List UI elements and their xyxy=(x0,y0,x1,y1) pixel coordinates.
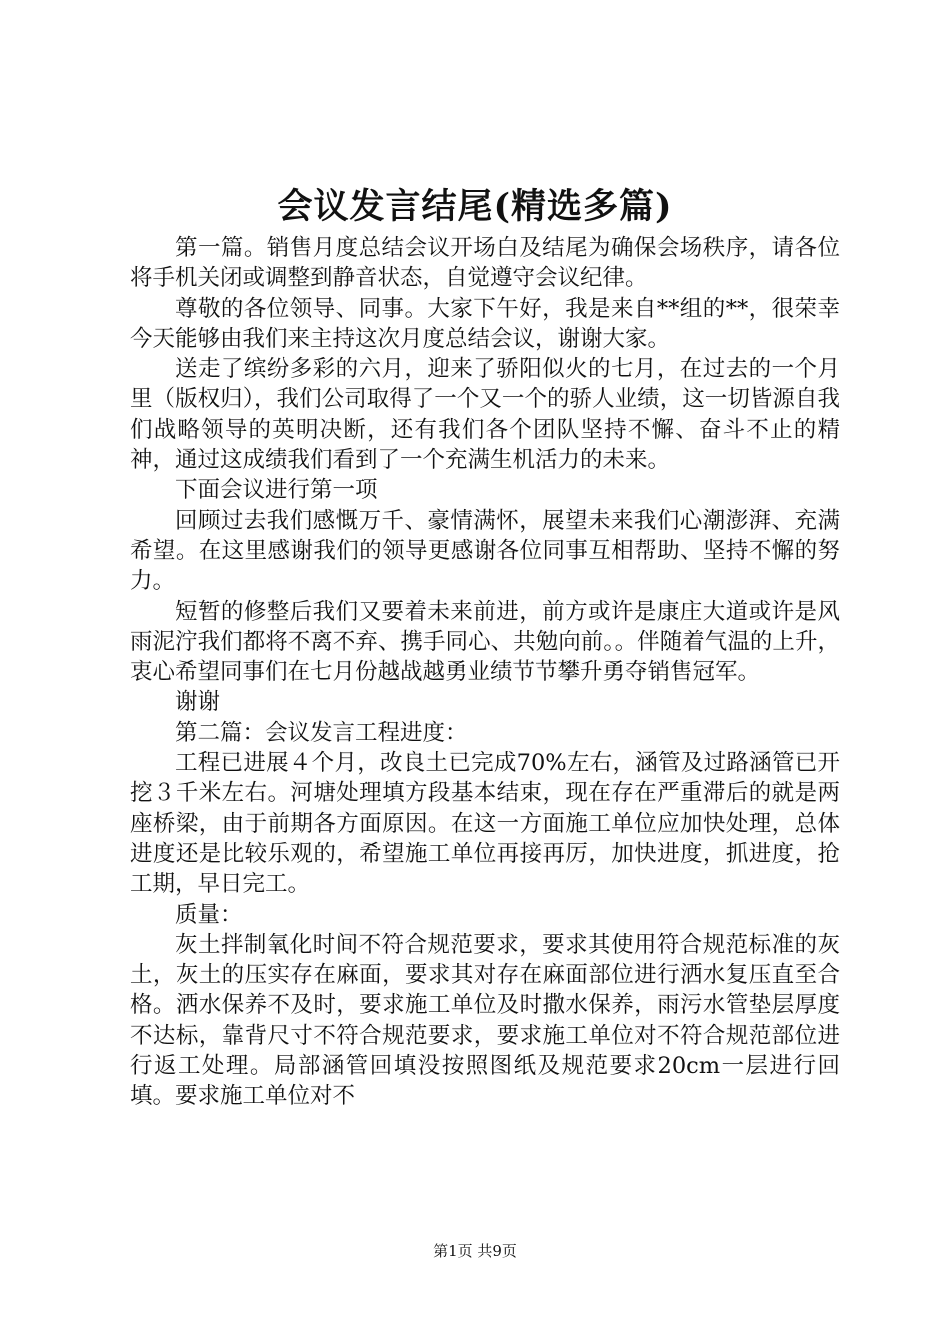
paragraph-6: 短暂的修整后我们又要着未来前进，前方或许是康庄大道或许是风雨泥泞我们都将不离不弃、携手同心、共勉向前。。伴随着气温的上升，衷心希望同事们在七月份越战越勇业绩节节攀升勇夺销售冠军。 xyxy=(130,598,840,686)
page-footer: 第1页 共9页 xyxy=(433,1242,517,1260)
paragraph-7: 谢谢 xyxy=(175,689,221,716)
paragraph-3: 送走了缤纷多彩的六月，迎来了骄阳似火的七月，在过去的一个月里（版权归），我们公司取得了一个又一个的骄人业绩，这一切皆源自我们战略领导的英明决断，还有我们各个团队坚持不懈、奋斗不止的精神，通过这成绩我们看到了一个充满生机活力的未来。 xyxy=(130,356,840,474)
paragraph-1: 第一篇。销售月度总结会议开场白及结尾为确保会场秩序，请各位将手机关闭或调整到静音状态，自觉遵守会议纪律。 xyxy=(130,235,840,292)
paragraph-8: 第二篇：会议发言工程进度： xyxy=(175,719,468,746)
paragraph-11: 灰土拌制氧化时间不符合规范要求，要求其使用符合规范标准的灰土，灰土的压实存在麻面，要求其对存在麻面部位进行洒水复压直至合格。洒水保养不及时，要求施工单位及时撒水保养，雨污水管垫层厚度不达标，靠背尺寸不符合规范要求，要求施工单位对不符合规范部位进行返工处理。局部涵管回填没按照图纸及规范要求20cm一层进行回填。要求施工单位对不 xyxy=(130,931,840,1110)
paragraph-4: 下面会议进行第一项 xyxy=(175,477,378,504)
paragraph-10: 质量： xyxy=(175,901,243,928)
document-title: 会议发言结尾(精选多篇) xyxy=(277,186,673,227)
document-body xyxy=(130,233,840,1112)
paragraph-5: 回顾过去我们感慨万千、豪情满怀，展望未来我们心潮澎湃、充满希望。在这里感谢我们的领导更感谢各位同事互相帮助、坚持不懈的努力。 xyxy=(130,507,840,595)
paragraph-2: 尊敬的各位领导、同事。大家下午好，我是来自**组的**，很荣幸今天能够由我们来主持这次月度总结会议，谢谢大家。 xyxy=(130,295,840,352)
paragraph-9: 工程已进展４个月，改良土已完成70%左右，涵管及过路涵管已开挖３千米左右。河塘处理填方段基本结束，现在存在严重滞后的就是两座桥梁，由于前期各方面原因。在这一方面施工单位应加快处理，总体进度还是比较乐观的，希望施工单位再接再厉，加快进度，抓进度，抢工期，早日完工。 xyxy=(130,750,840,898)
